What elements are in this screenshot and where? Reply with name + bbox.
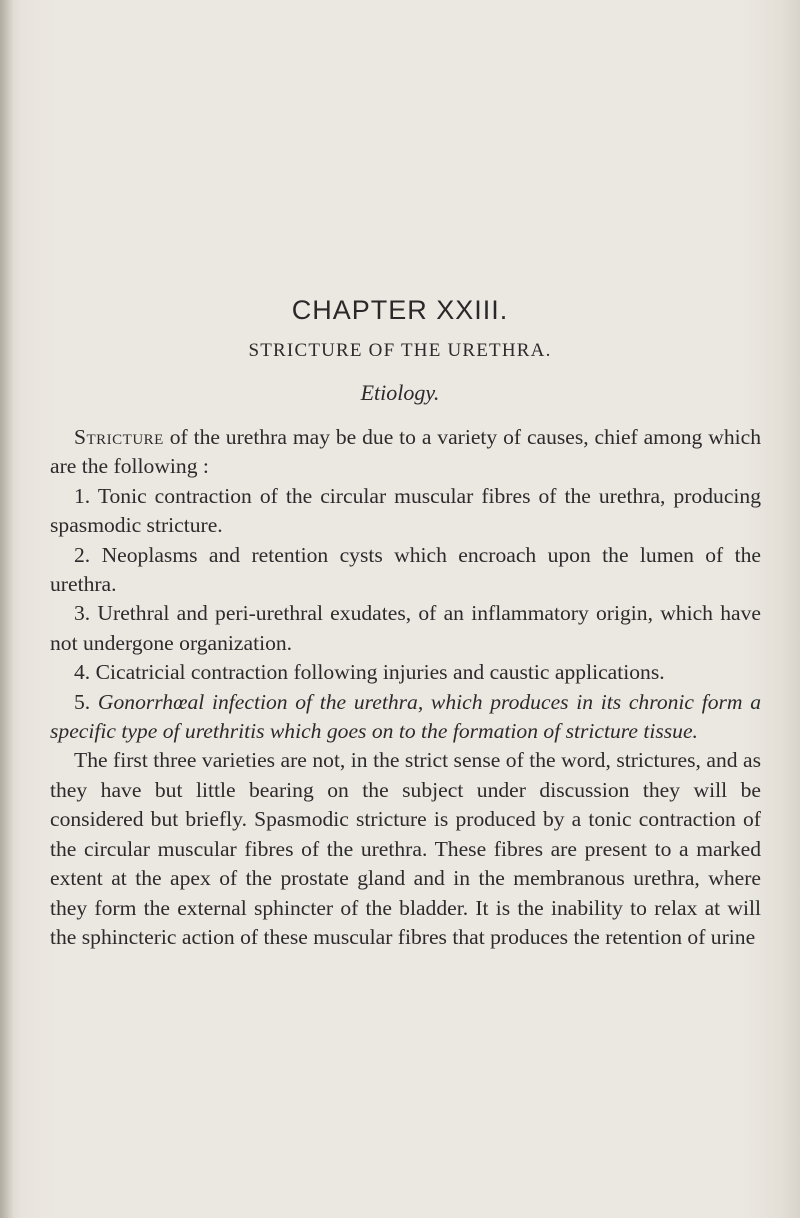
intro-paragraph (50, 423, 761, 482)
intro-rest: of the urethra may be due to a variety of causes, chief among which are the following : (50, 425, 761, 479)
section-subtitle: Etiology. (360, 380, 440, 405)
chapter-heading: CHAPTER XXIII. (291, 295, 509, 325)
cause-item-4: 4. Cicatricial contraction following injuries and caustic applications. (74, 660, 665, 685)
chapter-title: STRICTURE OF THE URETHRA. (248, 340, 552, 361)
cause-5-text: Gonorrhœal infection of the urethra, which produces in its chronic form a specific type of urethritis which goes on to the formation of stricture tissue. (50, 689, 761, 744)
cause-item-2: 2. Neoplasms and retention cysts which encroach upon the lumen of the urethra. (50, 542, 761, 597)
binding-shadow (0, 0, 14, 1218)
intro-lead-word: Stricture (74, 425, 164, 449)
cause-5-number: 5. (74, 689, 98, 714)
discussion-paragraph: The first three varieties are not, in the strict sense of the word, strictures, and as they have but little bearing on the subject under discussion they will be considered but briefly. Spasmodic stricture is produced by a tonic contraction of the circular muscular fibres of the urethra. These fibres are present to a marked extent at the apex of the prostate gland and in the membranous urethra, where they form the external sphincter of the bladder. It is the inability to relax at will the sphincteric action of these muscular fibres that produces the retention of urine (50, 748, 761, 949)
cause-item-5 (50, 688, 761, 747)
cause-item-1: 1. Tonic contraction of the circular muscular fibres of the urethra, producing spasmodic stricture. (50, 483, 761, 538)
body-text (50, 423, 761, 952)
cause-item-3: 3. Urethral and peri-urethral exudates, of an inflammatory origin, which have not undergone organization. (50, 601, 761, 655)
